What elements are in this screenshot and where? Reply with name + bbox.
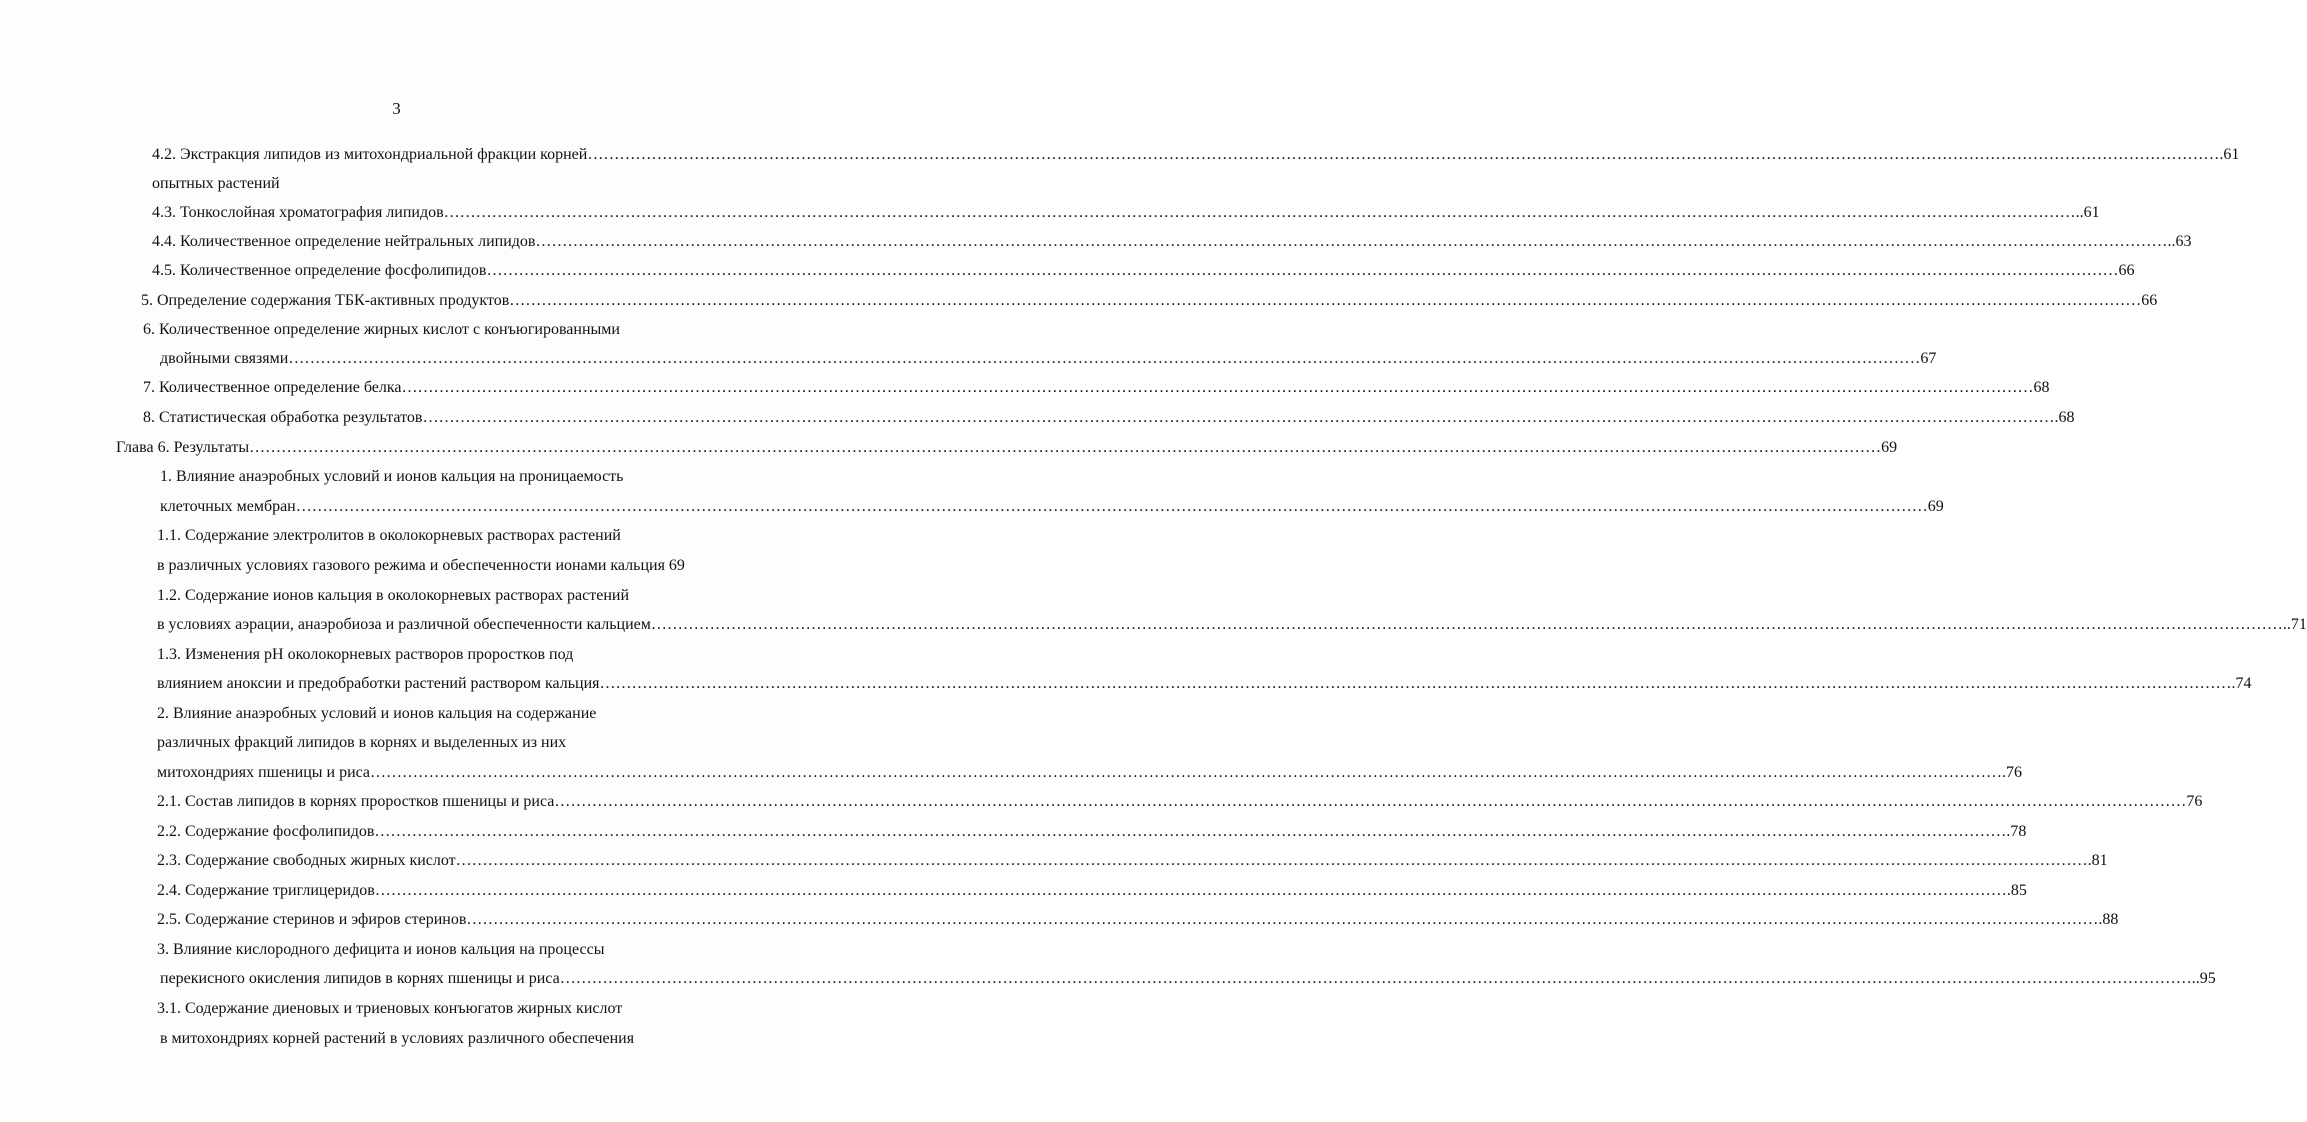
toc-entry-title: в условиях аэрации, анаэробиоза и различной обеспеченности кальцием: [157, 616, 651, 633]
toc-entry: [157, 849, 2108, 873]
toc-leader-dots: ………………………………………………………………………………………………………………………………………………………………………………………………………………………………………………………………………………: [559, 970, 2192, 987]
toc-entry-title: 1.1. Содержание электролитов в околокорневых растворах растений: [157, 527, 621, 544]
toc-entry-title: 2.5. Содержание стеринов и эфиров стеринов: [157, 911, 467, 928]
toc-entry-title: 4.5. Количественное определение фосфолипидов: [152, 262, 487, 279]
toc-entry: [143, 406, 2075, 430]
toc-entry: [157, 702, 596, 726]
toc-leader-dots: ………………………………………………………………………………………………………………………………………………………………………………………………………………………………………………………………………………: [443, 204, 2076, 221]
toc-entry-title: 4.2. Экстракция липидов из митохондриальной фракции корней: [152, 146, 588, 163]
toc-leader-dots: ………………………………………………………………………………………………………………………………………………………………………………………………………………………………………………………………………………: [295, 498, 1928, 515]
toc-entry: [157, 820, 2027, 844]
toc-entry-title: клеточных мембран: [160, 498, 296, 515]
toc-entry-title: 6. Количественное определение жирных кислот с конъюгированными: [143, 321, 620, 338]
toc-entry-page: .88: [2098, 911, 2119, 928]
toc-entry-page: 66: [2118, 262, 2135, 279]
toc-entry-page: ..95: [2191, 970, 2216, 987]
toc-entry-continuation: [160, 1027, 634, 1051]
toc-entry-page: .68: [2054, 409, 2075, 426]
toc-chapter: [116, 436, 1898, 460]
toc-entry-title: в различных условиях газового режима и обеспеченности ионами кальция 69: [157, 557, 685, 574]
toc-entry-title: 4.4. Количественное определение нейтральных липидов: [152, 233, 536, 250]
toc-leader-dots: ………………………………………………………………………………………………………………………………………………………………………………………………………………………………………………………………………………: [401, 379, 2034, 396]
toc-entry-continuation: [157, 613, 2307, 637]
toc-entry: [157, 997, 622, 1021]
toc-leader-dots: ………………………………………………………………………………………………………………………………………………………………………………………………………………………………………………………………………………: [535, 233, 2168, 250]
toc-entry-title: двойными связями: [160, 350, 289, 367]
toc-entry: [152, 259, 2135, 283]
toc-entry-title: 3.1. Содержание диеновых и триеновых конъюгатов жирных кислот: [157, 1000, 623, 1017]
toc-leader-dots: ………………………………………………………………………………………………………………………………………………………………………………………………………………………………………………………………………………: [587, 146, 2220, 163]
toc-entry-page: .78: [2006, 823, 2027, 840]
toc-entry-title: 5. Определение содержания ТБК-активных продуктов: [141, 292, 510, 309]
toc-entry-continuation: [157, 672, 2252, 696]
toc-entry: [143, 318, 620, 342]
toc-leader-dots: ………………………………………………………………………………………………………………………………………………………………………………………………………………………………………………………………………………: [599, 675, 2232, 692]
toc-entry-title: 4.3. Тонкослойная хроматография липидов: [152, 204, 444, 221]
toc-entry: [157, 908, 2119, 932]
toc-entry-page: .76: [2002, 764, 2023, 781]
toc-entry-page: 69: [1927, 498, 1944, 515]
toc-entry-continuation: [160, 347, 1937, 371]
toc-entry: [157, 524, 621, 548]
toc-entry: [160, 465, 623, 489]
toc-entry-title: 2.2. Содержание фосфолипидов: [157, 823, 375, 840]
toc-entry-title: 2. Влияние анаэробных условий и ионов кальция на содержание: [157, 705, 597, 722]
toc-entry-title: митохондриях пшеницы и риса: [157, 764, 371, 781]
toc-entry-continuation: [157, 731, 566, 755]
toc-entry-page: .81: [2087, 852, 2108, 869]
toc-entry: [141, 289, 2158, 313]
toc-leader-dots: ………………………………………………………………………………………………………………………………………………………………………………………………………………………………………………………………………………: [466, 911, 2099, 928]
toc-entry: [157, 879, 2027, 903]
toc-entry: [152, 201, 2100, 225]
toc-leader-dots: ………………………………………………………………………………………………………………………………………………………………………………………………………………………………………………………………………………: [509, 292, 2142, 309]
toc-entry-page: ..71: [2282, 616, 2307, 633]
toc-entry: [152, 143, 2240, 167]
toc-entry-title: 7. Количественное определение белка: [143, 379, 402, 396]
toc-leader-dots: ………………………………………………………………………………………………………………………………………………………………………………………………………………………………………………………………………………: [374, 823, 2007, 840]
toc-entry: [157, 584, 629, 608]
toc-entry-title: различных фракций липидов в корнях и выделенных из них: [157, 734, 567, 751]
toc-entry-page: 67: [1920, 350, 1937, 367]
toc-leader-dots: ………………………………………………………………………………………………………………………………………………………………………………………………………………………………………………………………………………: [486, 262, 2119, 279]
toc-entry-title: 2.4. Содержание триглицеридов: [157, 882, 375, 899]
toc-entry: [157, 643, 573, 667]
toc-leader-dots: ………………………………………………………………………………………………………………………………………………………………………………………………………………………………………………………………………………: [374, 882, 2007, 899]
toc-entry-title: 2.3. Содержание свободных жирных кислот: [157, 852, 456, 869]
toc-entry-title: перекисного окисления липидов в корнях пшеницы и риса: [160, 970, 560, 987]
toc-entry-title: опытных растений: [152, 175, 280, 192]
toc-entry-page: 66: [2141, 292, 2158, 309]
toc-entry-title: 1.2. Содержание ионов кальция в околокорневых растворах растений: [157, 587, 629, 604]
toc-entry-continuation: [152, 172, 280, 196]
toc-entry-continuation: [160, 967, 2216, 991]
toc-leader-dots: ………………………………………………………………………………………………………………………………………………………………………………………………………………………………………………………………………………: [650, 616, 2283, 633]
toc-leader-dots: ………………………………………………………………………………………………………………………………………………………………………………………………………………………………………………………………………………: [554, 793, 2187, 810]
toc-entry-page: .85: [2006, 882, 2027, 899]
toc-entry-title: 8. Статистическая обработка результатов: [143, 409, 423, 426]
toc-entry-title: влиянием аноксии и предобработки растений раствором кальция: [157, 675, 600, 692]
toc-entry-title: 2.1. Состав липидов в корнях проростков пшеницы и риса: [157, 793, 555, 810]
toc-entry-title: 1. Влияние анаэробных условий и ионов кальция на проницаемость: [160, 468, 624, 485]
toc-entry-continuation: [160, 495, 1944, 519]
toc-entry-page: 76: [2186, 793, 2203, 810]
toc-entry-page: 69: [1881, 439, 1898, 456]
toc-entry-page: ..63: [2167, 233, 2192, 250]
toc-entry: [157, 790, 2203, 814]
toc-entry-page: 68: [2033, 379, 2050, 396]
toc-entry: [157, 938, 604, 962]
toc-entry-continuation: [157, 761, 2023, 785]
toc-leader-dots: ………………………………………………………………………………………………………………………………………………………………………………………………………………………………………………………………………………: [455, 852, 2088, 869]
page-number: 3: [392, 99, 401, 118]
toc-entry-continuation: [157, 554, 685, 578]
toc-entry: [152, 230, 2192, 254]
toc-leader-dots: ………………………………………………………………………………………………………………………………………………………………………………………………………………………………………………………………………………: [370, 764, 2003, 781]
toc-entry-page: .74: [2231, 675, 2252, 692]
toc-leader-dots: ………………………………………………………………………………………………………………………………………………………………………………………………………………………………………………………………………………: [422, 409, 2055, 426]
toc-leader-dots: ………………………………………………………………………………………………………………………………………………………………………………………………………………………………………………………………………………: [288, 350, 1921, 367]
toc-leader-dots: ………………………………………………………………………………………………………………………………………………………………………………………………………………………………………………………………………………: [249, 439, 1882, 456]
toc-entry: [143, 376, 2050, 400]
toc-entry-page: ..61: [2075, 204, 2100, 221]
toc-entry-title: 3. Влияние кислородного дефицита и ионов кальция на процессы: [157, 941, 605, 958]
toc-entry-title: 1.3. Изменения pH околокорневых растворов проростков под: [157, 646, 574, 663]
toc-entry-title: Глава 6. Результаты: [116, 439, 250, 456]
toc-entry-title: в митохондриях корней растений в условиях различного обеспечения: [160, 1030, 635, 1047]
toc-entry-page: .61: [2219, 146, 2240, 163]
